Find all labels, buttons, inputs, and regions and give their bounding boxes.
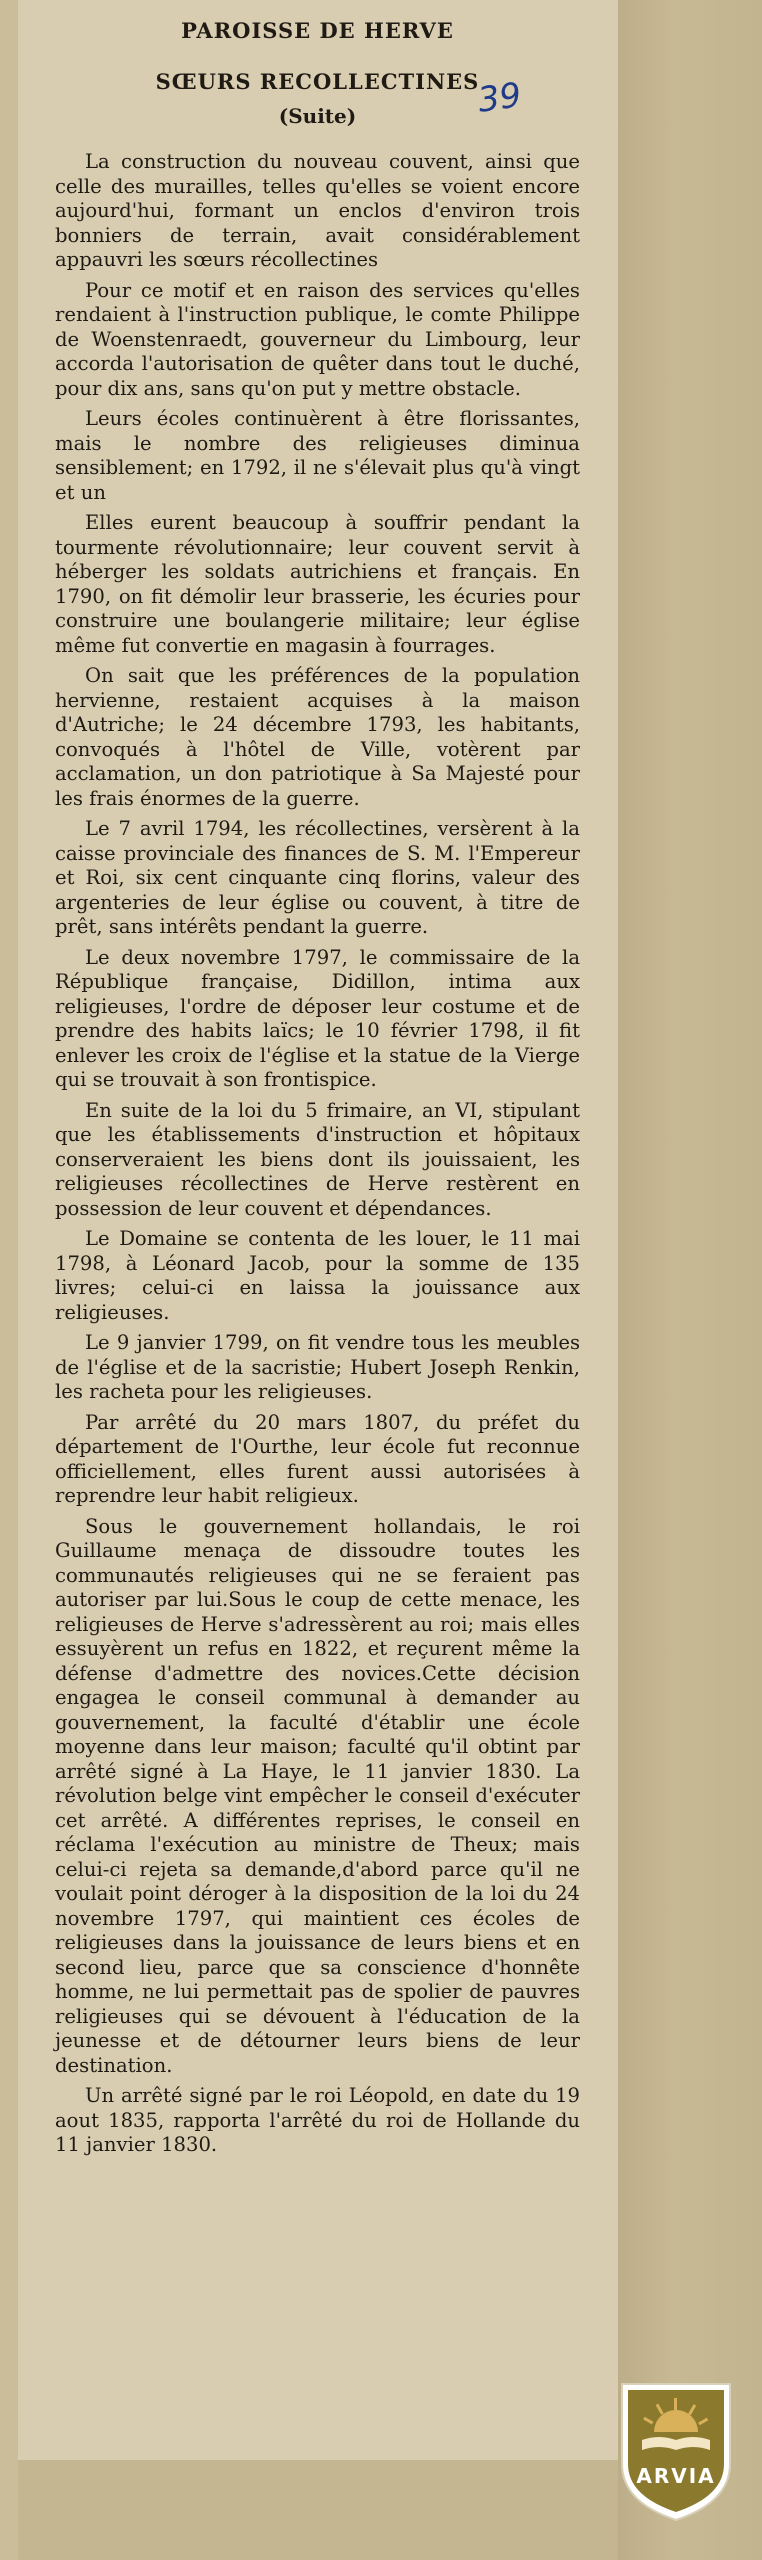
backing-paper [618, 0, 762, 2560]
handwritten-page-number: 39 [475, 75, 524, 121]
article-subtitle: (Suite) [278, 104, 357, 128]
article-paragraph: Elles eurent beaucoup à souffrir pendant la tourmente révolutionnaire; leur couvent servit à héberger les soldats autrichiens et français. En 1790, on fit démolir leur brasserie, les écuries pour construire une boulangerie militaire; leur église même fut convertie en magasin à fourrages. [55, 511, 580, 657]
article-paragraph: Par arrêté du 20 mars 1807, du préfet du département de l'Ourthe, leur école fut reconnue officiellement, elles furent aussi autorisées à reprendre leur habit religieux. [55, 1410, 580, 1507]
backing-paper-bottom [18, 2460, 618, 2560]
article-paragraph: Le Domaine se contenta de les louer, le 11 mai 1798, à Léonard Jacob, pour la somme de 135 livres; celui-ci en laissa la jouissance aux religieuses. [55, 1227, 580, 1324]
article-paragraph: Le 7 avril 1794, les récollectines, versèrent à la caisse provinciale des finances de S. M. l'Empereur et Roi, six cent cinquante cinq florins, valeur des argenteries de leur église ou couvent, à titre de prêt, sans intérêts pendant la guerre. [55, 817, 580, 938]
article-paragraph: Le deux novembre 1797, le commissaire de la République française, Didillon, intima aux religieuses, l'ordre de déposer leur costume et de prendre des habits laïcs; le 10 février 1798, il fit enlever les croix de l'église et la statue de la Vierge qui se trouvait à son frontispice. [55, 945, 580, 1091]
article-paragraph: La construction du nouveau couvent, ainsi que celle des murailles, telles qu'elles se voient encore aujourd'hui, formant un enclos d'environ trois bonniers de terrain, avait considérablement appauvri les sœurs récollectines [55, 150, 580, 271]
article-column [55, 18, 580, 2164]
parish-header: PAROISSE DE HERVE [181, 18, 454, 43]
article-paragraph: Sous le gouvernement hollandais, le roi Guillaume menaça de dissoudre toutes les communautés religieuses qui ne se feraient pas autoriser par lui.Sous le coup de cette menace, les religieuses de Herve s'adressèrent au roi; mais elles essuyèrent un refus en 1822, et reçurent même la défense d'admettre des novices.Cette décision engagea le conseil communal à demander au gouvernement, la faculté d'établir une école moyenne dans leur maison; faculté qu'il obtint par arrêté signé à La Haye, le 11 janvier 1830. La révolution belge vint empêcher le conseil d'exécuter cet arrêté. A différentes reprises, le conseil en réclama l'exécution au ministre de Theux; mais celui-ci rejeta sa demande,d'abord parce qu'il ne voulait point déroger à la disposition de la loi du 24 novembre 1797, qui maintient ces écoles de religieuses dans la jouissance de leurs biens et en second lieu, parce que sa conscience d'honnête homme, ne lui permettait pas de spolier de pauvres religieuses qui se dévouent à l'éducation de la jeunesse et de détourner leurs biens de leur destination. [55, 1514, 580, 2077]
arvia-logo-icon [614, 2378, 738, 2524]
article-paragraph: En suite de la loi du 5 frimaire, an VI, stipulant que les établissements d'instruction et hôpitaux conserveraient les biens dont ils jouissaient, les religieuses récollectines de Herve restèrent en possession de leur couvent et dépendances. [55, 1098, 580, 1220]
article-paragraph: On sait que les préférences de la population hervienne, restaient acquises à la maison d'Autriche; le 24 décembre 1793, les habitants, convoqués à l'hôtel de Ville, votèrent par acclamation, un don patriotique à Sa Majesté pour les frais énormes de la guerre. [55, 664, 580, 810]
article-paragraph: Leurs écoles continuèrent à être florissantes, mais le nombre des religieuses diminua sensiblement; en 1792, il ne s'élevait plus qu'à vingt et un [55, 407, 580, 504]
article-title: SŒURS RECOLLECTINES [155, 69, 480, 94]
article-paragraph: Le 9 janvier 1799, on fit vendre tous les meubles de l'église et de la sacristie; Hubert Joseph Renkin, les racheta pour les religieuses. [55, 1331, 580, 1403]
arvia-logo-text: ARVIA [636, 2464, 716, 2488]
article-paragraph: Un arrêté signé par le roi Léopold, en date du 19 aout 1835, rapporta l'arrêté du roi de Hollande du 11 janvier 1830. [55, 2084, 580, 2156]
article-paragraph: Pour ce motif et en raison des services qu'elles rendaient à l'instruction publique, le comte Philippe de Woenstenraedt, gouverneur du Limbourg, leur accorda l'autorisation de quêter dans tout le duché, pour dix ans, sans qu'on put y mettre obstacle. [55, 278, 580, 400]
article-body [55, 150, 580, 2158]
